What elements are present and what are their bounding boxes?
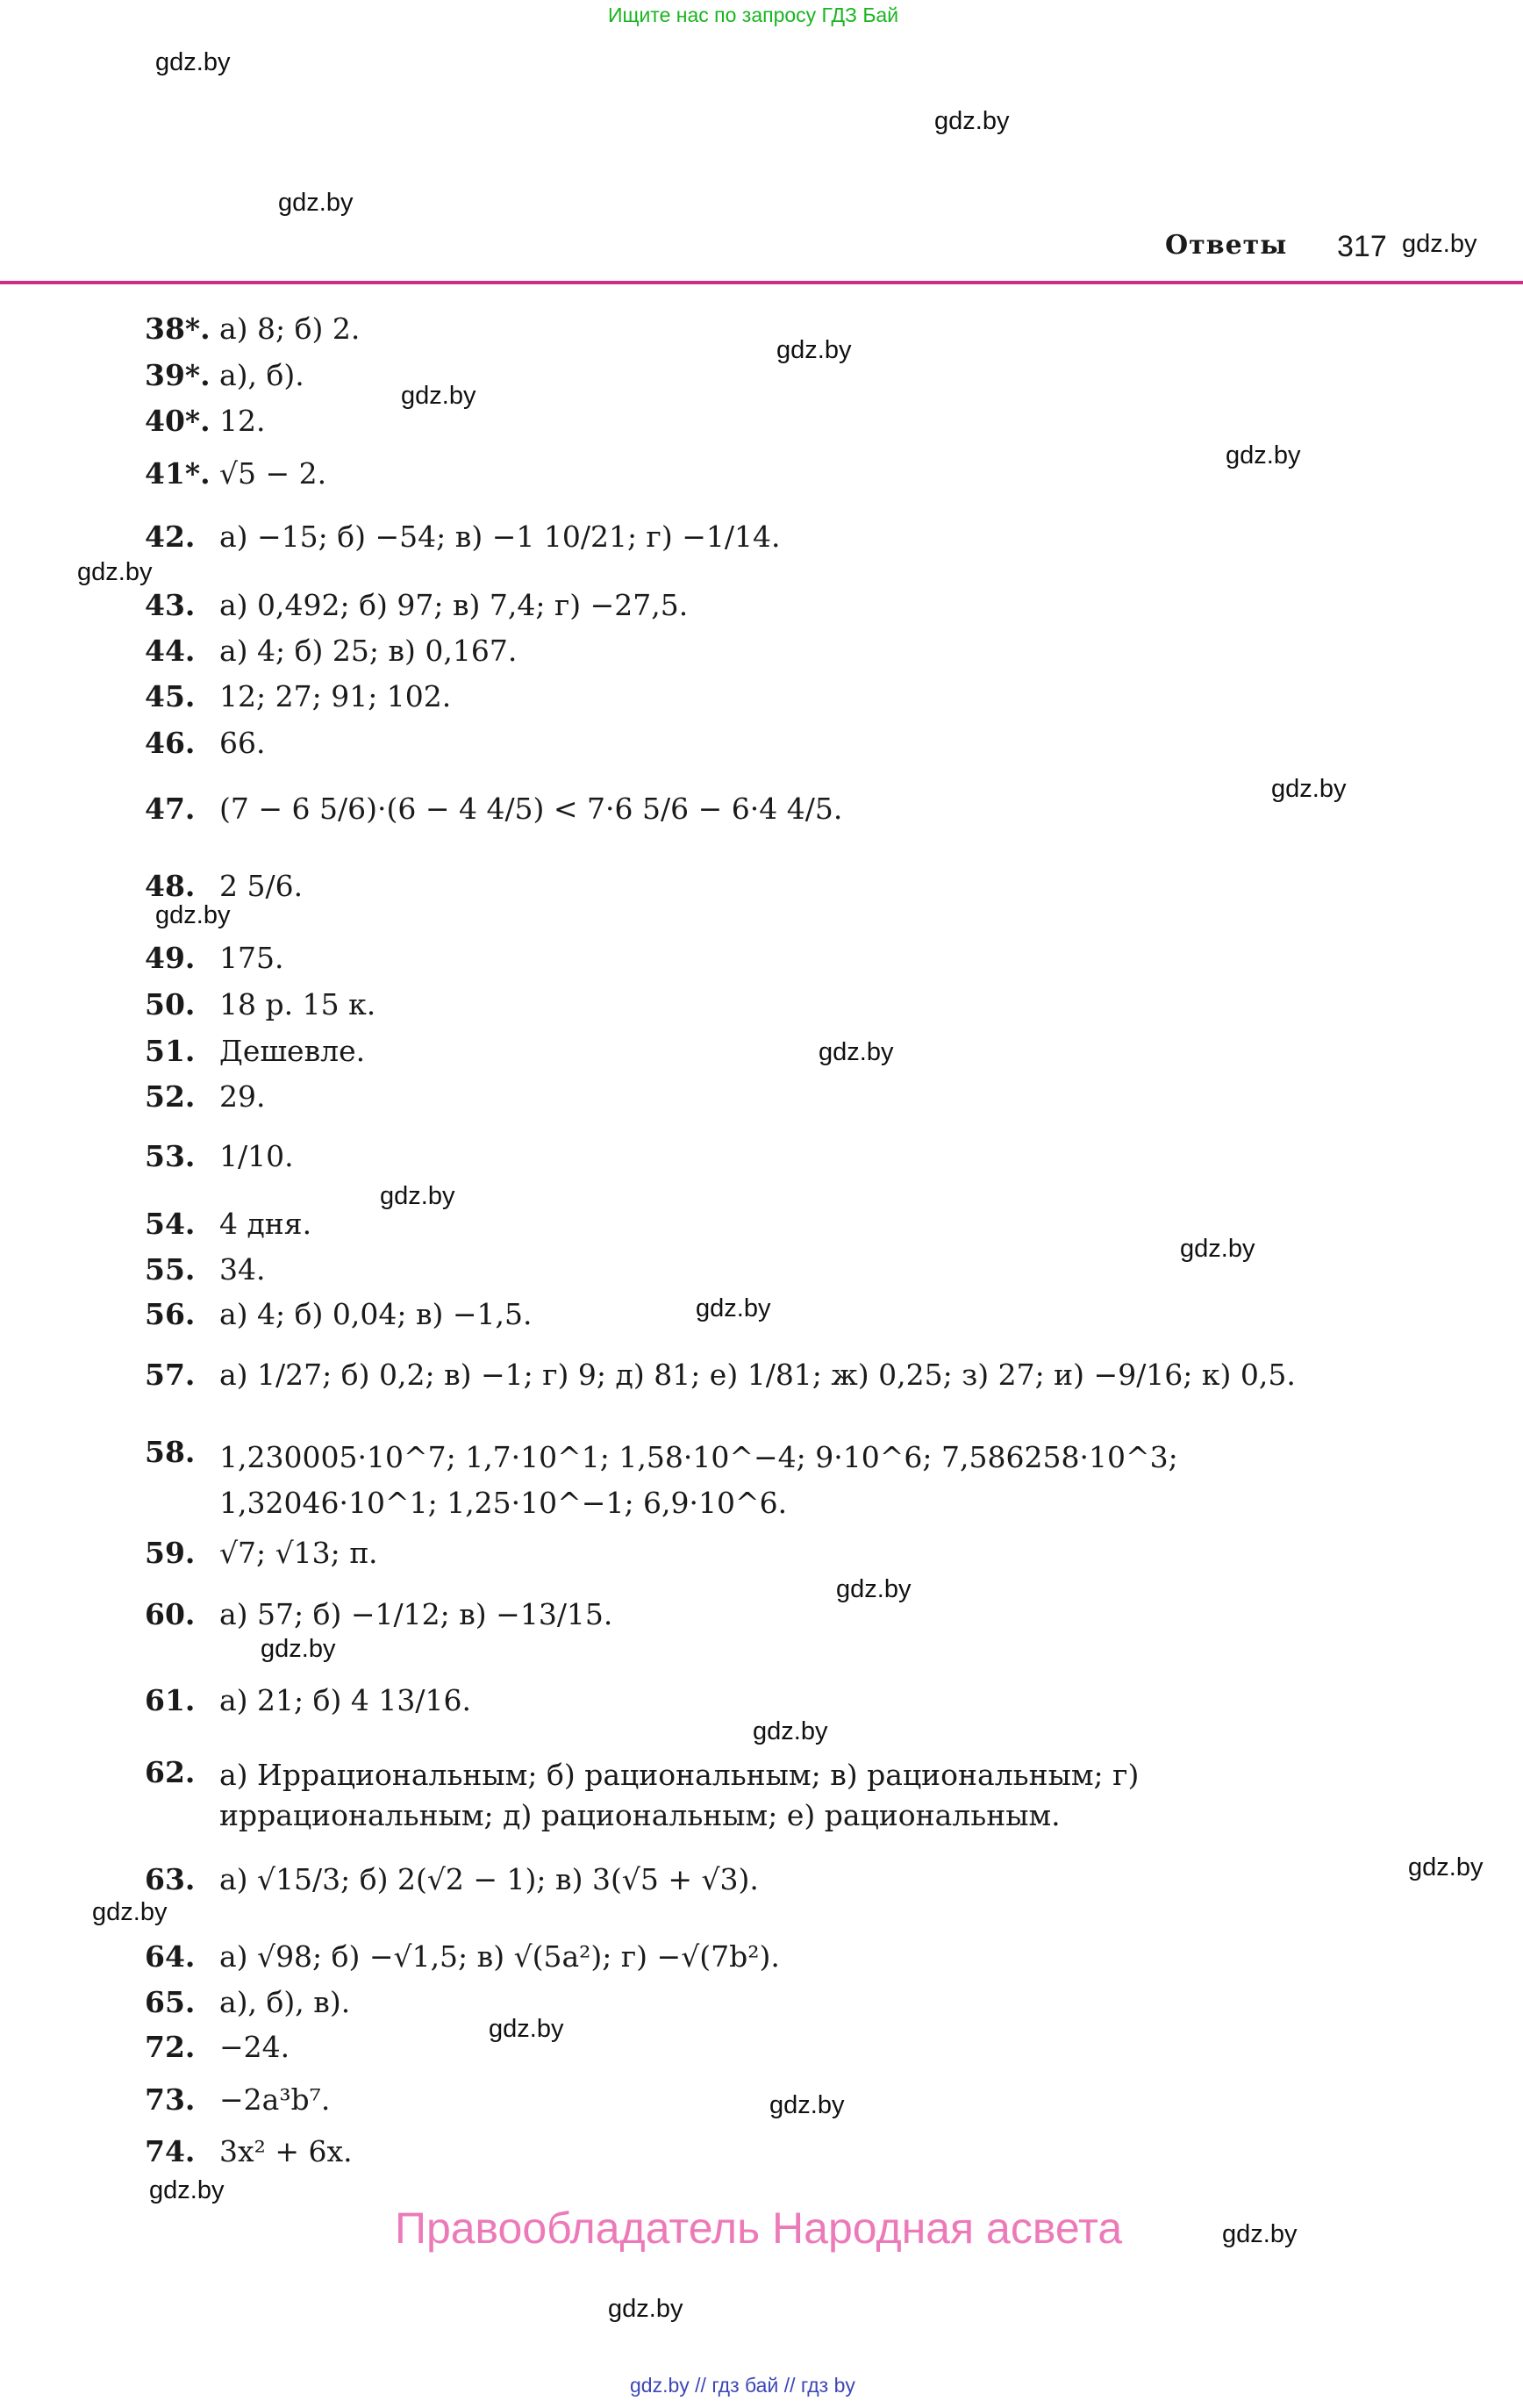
watermark: gdz.by xyxy=(1180,1235,1255,1263)
answer-text: −2a³b⁷. xyxy=(219,2082,331,2117)
answer-text: а) 57; б) −1/12; в) −13/15. xyxy=(219,1597,613,1631)
answer-text: 12. xyxy=(219,404,266,438)
watermark: gdz.by xyxy=(776,336,852,364)
watermark: gdz.by xyxy=(489,2015,564,2043)
watermark: gdz.by xyxy=(1222,2220,1298,2248)
answer-text: Дешевле. xyxy=(219,1034,366,1068)
answer-number: 65. xyxy=(145,1985,196,2019)
answer-text: 1/10. xyxy=(219,1139,294,1173)
watermark: gdz.by xyxy=(1271,775,1347,803)
watermark: gdz.by xyxy=(696,1294,771,1322)
page-number: 317 xyxy=(1337,230,1387,263)
answer-number: 38*. xyxy=(145,312,211,346)
watermark: gdz.by xyxy=(77,558,153,586)
answer-text: а) −15; б) −54; в) −1 10/21; г) −1/14. xyxy=(219,520,781,554)
answer-number: 58. xyxy=(145,1435,196,1469)
answer-number: 59. xyxy=(145,1536,196,1570)
answer-number: 63. xyxy=(145,1862,196,1896)
answer-text: −24. xyxy=(219,2030,290,2064)
answer-text: 1,230005·10^7; 1,7·10^1; 1,58·10^−4; 9·10^6; 7,586258·10^3; 1,32046·10^1; 1,25·10^−1; 6,9·10^6. xyxy=(219,1440,1178,1520)
answer-text: 18 р. 15 к. xyxy=(219,987,376,1021)
answer-number: 61. xyxy=(145,1683,196,1717)
answer-text: а) Иррациональным; б) рациональным; в) рациональным; г) иррациональным; д) рациональным; е) рациональным. xyxy=(219,1758,1140,1832)
answer-text: а), б). xyxy=(219,358,304,392)
search-banner[interactable]: Ищите нас по запросу ГДЗ Бай xyxy=(608,4,899,26)
answer-number: 54. xyxy=(145,1207,196,1241)
answer-number: 39*. xyxy=(145,358,211,392)
watermark: gdz.by xyxy=(934,107,1010,135)
answer-number: 56. xyxy=(145,1297,196,1331)
answer-number: 43. xyxy=(145,588,196,622)
section-title: Ответы xyxy=(1165,230,1288,261)
answer-number: 45. xyxy=(145,679,196,713)
watermark: gdz.by xyxy=(819,1038,894,1066)
answer-number: 57. xyxy=(145,1358,196,1392)
answer-text: 34. xyxy=(219,1252,266,1286)
answer-text: а) 0,492; б) 97; в) 7,4; г) −27,5. xyxy=(219,588,689,622)
answer-number: 40*. xyxy=(145,404,211,438)
answer-text: а) √98; б) −√1,5; в) √(5a²); г) −√(7b²). xyxy=(219,1939,780,1974)
answer-number: 64. xyxy=(145,1939,196,1974)
watermark: gdz.by xyxy=(155,901,231,929)
watermark: gdz.by xyxy=(149,2176,225,2204)
answer-number: 62. xyxy=(145,1755,196,1789)
answer-text: а) 4; б) 25; в) 0,167. xyxy=(219,634,518,668)
answer-number: 73. xyxy=(145,2082,196,2117)
answer-number: 51. xyxy=(145,1034,196,1068)
copyright-notice: Правообладатель Народная асвета xyxy=(395,2204,1123,2253)
answer-number: 74. xyxy=(145,2134,196,2168)
answer-number: 48. xyxy=(145,869,196,903)
answer-text: √5 − 2. xyxy=(219,456,327,491)
watermark: gdz.by xyxy=(1226,441,1301,469)
watermark: gdz.by xyxy=(608,2295,683,2323)
answer-number: 72. xyxy=(145,2030,196,2064)
watermark: gdz.by xyxy=(1402,230,1477,258)
answer-text: 66. xyxy=(219,726,266,760)
answer-text: 2 5/6. xyxy=(219,869,304,903)
watermark: gdz.by xyxy=(278,189,354,217)
answer-text: а) 8; б) 2. xyxy=(219,312,361,346)
answer-number: 55. xyxy=(145,1252,196,1286)
answer-text: 3x² + 6x. xyxy=(219,2134,353,2168)
answer-text: √7; √13; π. xyxy=(219,1536,378,1570)
answer-number: 49. xyxy=(145,941,196,975)
answer-text: а) 21; б) 4 13/16. xyxy=(219,1683,471,1717)
answer-number: 41*. xyxy=(145,456,211,491)
watermark: gdz.by xyxy=(92,1898,168,1926)
answer-text: (7 − 6 5/6)·(6 − 4 4/5) < 7·6 5/6 − 6·4 4/5. xyxy=(219,792,843,826)
answer-number: 47. xyxy=(145,792,196,826)
watermark: gdz.by xyxy=(261,1635,336,1663)
answer-text: 4 дня. xyxy=(219,1207,312,1241)
answer-text: а) 4; б) 0,04; в) −1,5. xyxy=(219,1297,533,1331)
answer-number: 50. xyxy=(145,987,196,1021)
answer-text: 175. xyxy=(219,941,284,975)
watermark: gdz.by xyxy=(155,48,231,76)
watermark: gdz.by xyxy=(753,1717,828,1745)
answer-text: а) √15/3; б) 2(√2 − 1); в) 3(√5 + √3). xyxy=(219,1862,759,1896)
watermark: gdz.by xyxy=(380,1182,455,1210)
answer-number: 46. xyxy=(145,726,196,760)
answer-number: 52. xyxy=(145,1079,196,1114)
answer-number: 60. xyxy=(145,1597,196,1631)
answer-text: 29. xyxy=(219,1079,266,1114)
answer-text: а) 1/27; б) 0,2; в) −1; г) 9; д) 81; е) 1/81; ж) 0,25; з) 27; и) −9/16; к) 0,5. xyxy=(219,1358,1296,1392)
answer-text: а), б), в). xyxy=(219,1985,351,2019)
answer-text: 12; 27; 91; 102. xyxy=(219,679,452,713)
answer-number: 53. xyxy=(145,1139,196,1173)
watermark: gdz.by xyxy=(401,382,476,410)
header-rule xyxy=(0,281,1523,284)
watermark: gdz.by xyxy=(1408,1853,1484,1881)
footer-links[interactable]: gdz.by // гдз бай // гдз by xyxy=(630,2374,855,2397)
watermark: gdz.by xyxy=(836,1575,912,1603)
answer-number: 44. xyxy=(145,634,196,668)
answer-number: 42. xyxy=(145,520,196,554)
watermark: gdz.by xyxy=(769,2091,845,2119)
